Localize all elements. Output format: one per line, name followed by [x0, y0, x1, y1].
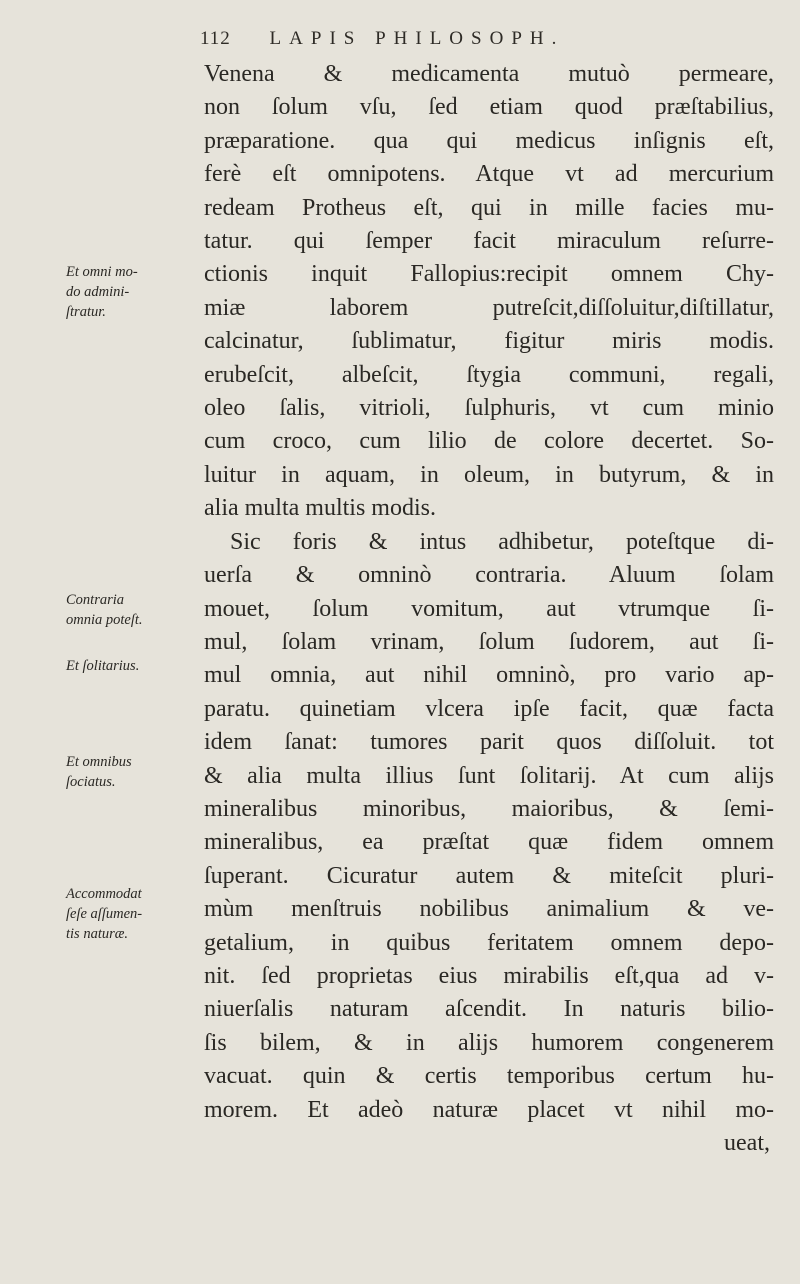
text-line: tatur. qui ſemper facit miraculum reſurre- — [204, 228, 774, 255]
margin-note-line: Et omnibus — [66, 754, 132, 770]
text-line: præparatione. qua qui medicus inſignis eſt, — [204, 127, 774, 154]
text-line: luitur in aquam, in oleum, in butyrum, & in — [204, 461, 774, 488]
margin-note-line: Accommodat — [66, 886, 142, 902]
text-line: & alia multa illius ſunt ſolitarij. At cum alijs — [204, 762, 774, 789]
text-line: erubeſcit, albeſcit, ſtygia communi, regali, — [204, 361, 774, 388]
text-line: alia multa multis modis. — [204, 495, 436, 522]
margin-note-solitarius — [66, 656, 206, 676]
main-text-block — [204, 58, 774, 1160]
margin-note-line: Contraria — [66, 592, 125, 608]
margin-note-line: ſeſe aſſumen- — [66, 906, 143, 922]
text-line: mul omnia, aut nihil omninò, pro vario ap- — [204, 662, 774, 689]
text-line: idem ſanat: tumores parit quos diſſoluit. tot — [204, 729, 774, 756]
text-line: vacuat. quin & certis temporibus certum hu- — [204, 1063, 774, 1090]
margin-note-accommodat — [66, 884, 206, 944]
text-line: Venena & medicamenta mutuò permeare, — [204, 61, 774, 87]
margin-note-sociatus — [66, 752, 206, 792]
text-line: paratu. quinetiam vlcera ipſe facit, quæ facta — [204, 695, 774, 722]
text-line: mineralibus minoribus, maioribus, & ſemi- — [204, 795, 774, 822]
margin-note-administration — [66, 262, 206, 322]
text-line: mùm menſtruis nobilibus animalium & ve- — [204, 896, 774, 923]
text-line: ctionis inquit Fallopius:recipit omnem Chy- — [204, 261, 774, 288]
margin-note-line: omnia poteſt. — [66, 612, 143, 628]
running-header — [200, 28, 700, 50]
text-line: ferè eſt omnipotens. Atque vt ad mercurium — [204, 161, 774, 188]
text-line: uerſa & omninò contraria. Aluum ſolam — [204, 562, 774, 589]
text-line: miæ laborem putreſcit,diſſoluitur,diſtillatur, — [204, 294, 774, 321]
margin-note-line: ſociatus. — [66, 774, 116, 790]
margin-note-line: do admini- — [66, 284, 130, 300]
text-line: oleo ſalis, vitrioli, ſulphuris, vt cum minio — [204, 395, 774, 422]
text-line: mineralibus, ea præſtat quæ fidem omnem — [204, 829, 774, 856]
margin-note-line: Et ſolitarius. — [66, 658, 140, 674]
margin-note-line: tis naturæ. — [66, 926, 129, 942]
text-line: redeam Protheus eſt, qui in mille facies mu- — [204, 194, 774, 221]
margin-note-line: ſtratur. — [66, 304, 106, 320]
text-line: nit. ſed proprietas eius mirabilis eſt,qua ad v- — [204, 962, 774, 989]
text-line: getalium, in quibus feritatem omnem depo- — [204, 929, 774, 956]
text-line: niuerſalis naturam aſcendit. In naturis bilio- — [204, 996, 774, 1023]
margin-note-contraria — [66, 590, 206, 630]
text-line: mouet, ſolum vomitum, aut vtrumque ſi- — [204, 595, 774, 622]
text-line: ſis bilem, & in alijs humorem congenerem — [204, 1029, 774, 1056]
page-number: 112 — [200, 28, 231, 49]
text-line: Sic foris & intus adhibetur, poteſtque di- — [230, 528, 774, 555]
catchword: ueat, — [724, 1130, 770, 1156]
running-title: LAPIS PHILOSOPH. — [269, 28, 565, 49]
text-line: non ſolum vſu, ſed etiam quod præſtabilius, — [204, 94, 774, 121]
text-line: morem. Et adeò naturæ placet vt nihil mo- — [204, 1096, 774, 1123]
text-line: cum croco, cum lilio de colore decertet. So- — [204, 428, 774, 455]
text-line: ſuperant. Cicuratur autem & miteſcit pluri- — [204, 862, 774, 889]
text-line: calcinatur, ſublimatur, figitur miris modis. — [204, 328, 774, 355]
margin-note-line: Et omni mo- — [66, 264, 138, 280]
text-line: mul, ſolam vrinam, ſolum ſudorem, aut ſi- — [204, 628, 774, 655]
